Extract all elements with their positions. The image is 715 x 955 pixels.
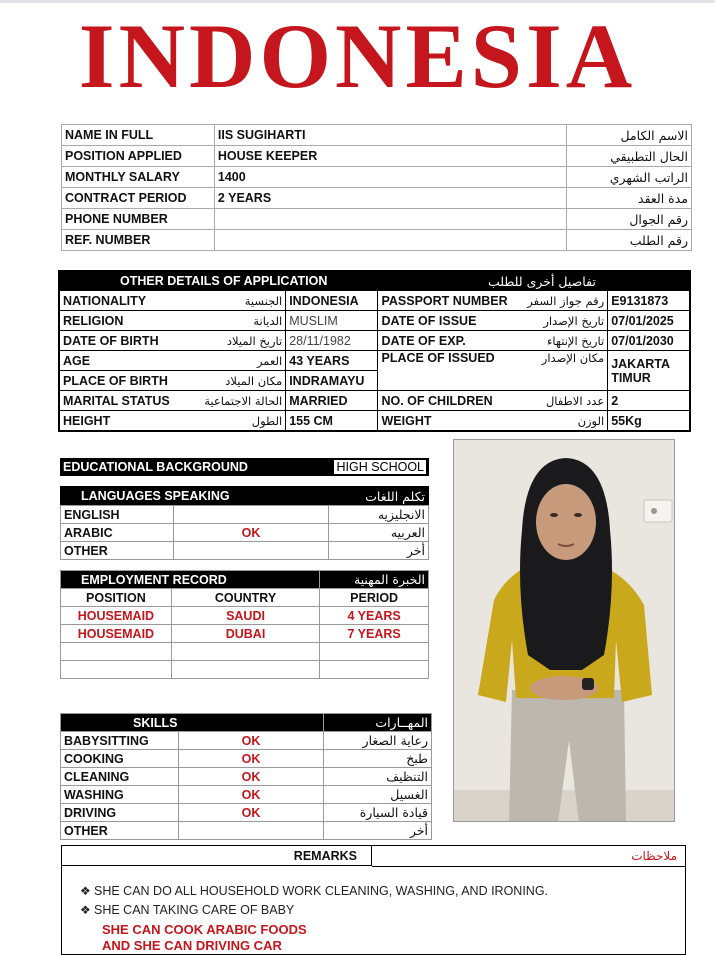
- remark-bullet: ❖ SHE CAN TAKING CARE OF BABY: [80, 903, 295, 917]
- language-row: ENGLISH الانجليزيه: [61, 506, 429, 524]
- languages-table: [60, 486, 429, 560]
- position-value: HOUSE KEEPER: [214, 146, 566, 167]
- row-position: POSITION APPLIED HOUSE KEEPER الحال التطبيقي: [62, 146, 692, 167]
- remarks-section: [61, 845, 686, 955]
- ref-value: [214, 230, 566, 251]
- employment-row: HOUSEMAID DUBAI 7 YEARS: [61, 625, 429, 643]
- detail-row: MARITAL STATUS الحالة الاجتماعية MARRIED NO. OF CHILDREN عدد الاطفال 2: [59, 391, 690, 411]
- row-phone: PHONE NUMBER رقم الجوال: [62, 209, 692, 230]
- remarks-label: REMARKS: [62, 846, 372, 866]
- employment-table: [60, 570, 429, 679]
- skill-row: COOKING OK طبخ: [61, 750, 432, 768]
- employment-row: HOUSEMAID SAUDI 4 YEARS: [61, 607, 429, 625]
- remark-highlight: SHE CAN COOK ARABIC FOODS: [102, 922, 307, 937]
- row-ref: REF. NUMBER رقم الطلب: [62, 230, 692, 251]
- detail-row: PLACE OF BIRTH مكان الميلاد INDRAMAYU TIMUR: [59, 371, 690, 391]
- detail-row: DATE OF BIRTH تاريخ الميلاد 28/11/1982 DATE OF EXP. تاريخ الإنتهاء 07/01/2030: [59, 331, 690, 351]
- detail-row: NATIONALITY الجنسية INDONESIA PASSPORT NUMBER رقم جواز السفر E9131873: [59, 291, 690, 311]
- skill-row: OTHER أخر: [61, 822, 432, 840]
- language-row: ARABIC OK العربيه: [61, 524, 429, 542]
- detail-row: RELIGION الديانة MUSLIM DATE OF ISSUE تاريخ الإصدار 07/01/2025: [59, 311, 690, 331]
- remarks-label-ar: ملاحظات: [631, 849, 677, 863]
- portrait-illustration: [454, 440, 675, 822]
- diamond-bullet-icon: ❖: [80, 884, 91, 898]
- remarks-header: [62, 846, 685, 866]
- country-title: INDONESIA: [78, 5, 637, 107]
- basic-info-table: [61, 124, 692, 251]
- skill-row: DRIVING OK قيادة السيارة: [61, 804, 432, 822]
- row-salary: MONTHLY SALARY 1400 الراتب الشهري: [62, 167, 692, 188]
- other-details-header: OTHER DETAILS OF APPLICATION تفاصيل أخرى للطلب: [59, 271, 690, 291]
- employment-row: [61, 661, 429, 679]
- salary-value: 1400: [214, 167, 566, 188]
- skill-row: CLEANING OK التنظيف: [61, 768, 432, 786]
- diamond-bullet-icon: ❖: [80, 903, 91, 917]
- row-contract: CONTRACT PERIOD 2 YEARS مدة العقد: [62, 188, 692, 209]
- other-details-table: [58, 270, 691, 432]
- contract-value: 2 YEARS: [214, 188, 566, 209]
- remark-highlight: AND SHE CAN DRIVING CAR: [102, 938, 282, 953]
- language-row: OTHER أخر: [61, 542, 429, 560]
- row-name: NAME IN FULL IIS SUGIHARTI الاسم الكامل: [62, 125, 692, 146]
- skills-header: SKILLS المهــارات: [61, 714, 432, 732]
- employment-columns: POSITION COUNTRY PERIOD: [61, 589, 429, 607]
- phone-value: [214, 209, 566, 230]
- name-value: IIS SUGIHARTI: [214, 125, 566, 146]
- languages-header: LANGUAGES SPEAKING تكلم اللغات: [61, 487, 429, 506]
- skill-row: WASHING OK الغسيل: [61, 786, 432, 804]
- detail-row: AGE العمر 43 YEARS PLACE OF ISSUED مكان الإصدار JAKARTA: [59, 351, 690, 371]
- education-value: HIGH SCHOOL: [336, 460, 424, 474]
- employment-header: EMPLOYMENT RECORD الخبرة المهنية: [61, 571, 429, 589]
- employment-row: [61, 643, 429, 661]
- skill-row: BABYSITTING OK رعاية الصغار: [61, 732, 432, 750]
- detail-row: HEIGHT الطول 155 CM WEIGHT الوزن 55Kg: [59, 411, 690, 432]
- skills-table: [60, 713, 432, 840]
- remark-bullet: ❖ SHE CAN DO ALL HOUSEHOLD WORK CLEANING, WASHING, AND IRONING.: [80, 884, 549, 898]
- education-bar: EDUCATIONAL BACKGROUND HIGH SCHOOL: [60, 458, 429, 476]
- applicant-photo: [453, 439, 675, 822]
